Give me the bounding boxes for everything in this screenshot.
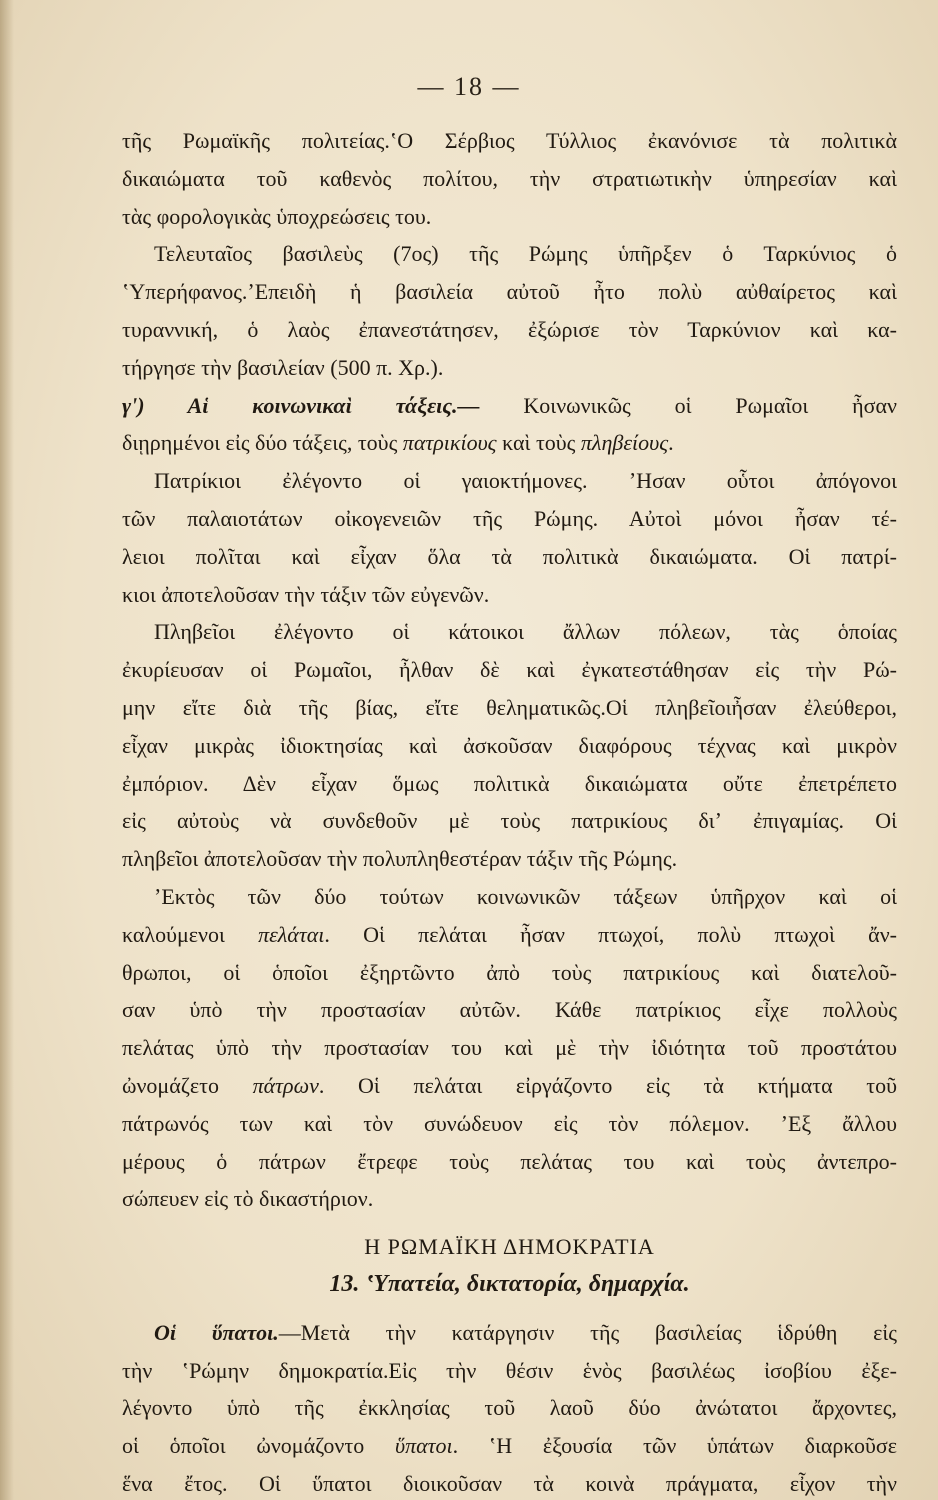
spacer <box>122 1304 897 1314</box>
text-line: Πληβεῖοι ἐλέγοντο οἱ κάτοικοι ἄλλων πόλεων, τὰς ὁποίας <box>154 619 897 645</box>
text-line: τήργησε τὴν βασιλείαν (500 π. Χρ.). <box>122 354 444 380</box>
text-line: σώπευεν εἰς τὸ δικαστήριον. <box>122 1186 374 1212</box>
text-line: ʽΥπερήφανος.ʼΕπειδὴ ἡ βασιλεία αὐτοῦ ἦτο πολὺ αὐθαίρετος καὶ <box>122 279 897 305</box>
text-line: τῆς Ρωμαϊκῆς πολιτείας.ʽΟ Σέρβιος Τύλλιος ἐκανόνισε τὰ πολιτικὰ <box>122 128 897 153</box>
text-line <box>122 1314 897 1352</box>
text-span: . <box>668 430 674 456</box>
text-line: ἐμπόριον. Δὲν εἶχαν ὅμως πολιτικὰ δικαιώματα οὔτε ἐπετρέπετο <box>122 770 897 796</box>
text-line: λειοι πολῖται καὶ εἶχαν ὅλα τὰ πολιτικὰ δικαιώματα. Οἱ πατρί- <box>122 543 897 569</box>
text-line: κιοι ἀποτελοῦσαν τὴν τάξιν τῶν εὐγενῶν. <box>122 581 490 607</box>
page-edge-shadow <box>0 0 14 1500</box>
text-span: διῃρημένοι εἰς δύο τάξεις, τοὺς <box>122 430 403 456</box>
text-line: σαν ὑπὸ τὴν προστασίαν αὐτῶν. Κάθε πατρίκιος εἶχε πολλοὺς <box>122 997 897 1023</box>
text-span: ὠνομάζετο <box>122 1072 253 1098</box>
text-line <box>122 1067 897 1105</box>
emphasis: πάτρων <box>252 1072 319 1098</box>
emphasis: πελάται <box>258 921 325 947</box>
subsection-heading: Οἱ ὕπατοι. <box>154 1319 279 1345</box>
text-line: μέρους ὁ πάτρων ἔτρεφε τοὺς πελάτας του καὶ τοὺς ἀντεπρο- <box>122 1148 897 1174</box>
text-span: οἱ ὁποῖοι ὠνομάζοντο <box>122 1433 395 1459</box>
text-line: πάτρωνός των καὶ τὸν συνώδευον εἰς τὸν πόλεμον. ʼΕξ ἄλλου <box>122 1110 897 1136</box>
text-line: ʼΕκτὸς τῶν δύο τούτων κοινωνικῶν τάξεων ὑπῆρχον καὶ οἱ <box>154 883 897 909</box>
section-subtitle: 13. ʽΥπατεία, δικτατορία, δημαρχία. <box>329 1270 690 1297</box>
text-span: —Μετὰ τὴν κατάργησιν τῆς βασιλείας ἱδρύθη εἰς <box>278 1319 897 1345</box>
text-line: Τελευταῖος βασιλεὺς (7ος) τῆς Ρώμης ὑπῆρξεν ὁ Ταρκύνιος ὁ <box>154 241 897 267</box>
spacer <box>122 1218 897 1228</box>
text-line: τὴν ʽΡώμην δημοκρατία.Εἰς τὴν θέσιν ἑνὸς βασιλέως ἰσοβίου ἐξε- <box>122 1357 897 1383</box>
text-line: τῶν παλαιοτάτων οἰκογενειῶν τῆς Ρώμης. Αὐτοὶ μόνοι ἦσαν τέ- <box>122 505 897 531</box>
text-line: πληβεῖοι ἀποτελοῦσαν τὴν πολυπληθεστέραν τάξιν τῆς Ρώμης. <box>122 846 678 872</box>
text-line <box>122 424 897 462</box>
subsection-heading: γʹ) Αἱ κοινωνικαὶ τάξεις.— <box>122 392 480 418</box>
text-line: ἐκυρίευσαν οἱ Ρωμαῖοι, ἦλθαν δὲ καὶ ἐγκατεστάθησαν εἰς τὴν Ρώ- <box>122 657 897 683</box>
text-line: μην εἴτε διὰ τῆς βίας, εἴτε θεληματικῶς.Οἱ πληβεῖοιἦσαν ἐλεύθεροι, <box>122 694 897 720</box>
text-line: θρωποι, οἱ ὁποῖοι ἐξηρτῶντο ἀπὸ τοὺς πατρικίους καὶ διατελοῦ- <box>122 959 897 985</box>
text-line: πελάτας ὑπὸ τὴν προστασίαν του καὶ μὲ τὴν ἰδιότητα τοῦ προστάτου <box>122 1035 897 1061</box>
text-line <box>122 1427 897 1465</box>
text-line <box>122 387 897 425</box>
section-title: Η ΡΩΜΑΪΚΗ ΔΗΜΟΚΡΑΤΙΑ <box>364 1234 655 1260</box>
text-line: τυραννική, ὁ λαὸς ἐπανεστάτησεν, ἐξώρισε τὸν Ταρκύνιον καὶ κα- <box>122 316 897 342</box>
emphasis: πατρικίους <box>402 430 497 456</box>
text-line: λέγοντο ὑπὸ τῆς ἐκκλησίας τοῦ λαοῦ δύο ἀνώτατοι ἄρχοντες, <box>122 1395 897 1421</box>
text-line <box>122 916 897 954</box>
text-line: τὰς φορολογικὰς ὑποχρεώσεις του. <box>122 203 432 229</box>
emphasis: ὕπατοι <box>394 1433 453 1459</box>
text-span: καλούμενοι <box>122 921 259 947</box>
page-number: — 18 — <box>417 72 521 101</box>
text-line: εἶχαν μικρὰς ἰδιοκτησίας καὶ ἀσκοῦσαν διαφόρους τέχνας καὶ μικρὸν <box>122 732 897 758</box>
emphasis: πληβείους <box>580 430 669 456</box>
text-span: . ʽΗ ἐξουσία τῶν ὑπάτων διαρκοῦσε <box>452 1433 897 1459</box>
text-line: ἕνα ἔτος. Οἱ ὕπατοι διοικοῦσαν τὰ κοινὰ πράγματα, εἶχον τὴν <box>122 1470 897 1496</box>
text-line: εἰς αὐτοὺς νὰ συνδεθοῦν μὲ τοὺς πατρικίους διʼ ἐπιγαμίας. Οἱ <box>122 808 897 834</box>
text-span: καὶ τοὺς <box>496 430 581 456</box>
body-text <box>122 122 897 1500</box>
text-span: . Οἱ πελάται ἦσαν πτωχοί, πολὺ πτωχοὶ ἄν- <box>324 921 897 947</box>
text-line: δικαιώματα τοῦ καθενὸς πολίτου, τὴν στρατιωτικὴν ὑπηρεσίαν καὶ <box>122 165 897 191</box>
text-span: Κοινωνικῶς οἱ Ρωμαῖοι ἦσαν <box>479 392 897 418</box>
text-line: Πατρίκιοι ἐλέγοντο οἱ γαιοκτήμονες. ʼΗσαν οὗτοι ἀπόγονοι <box>154 468 897 494</box>
text-span: . Οἱ πελάται εἰργάζοντο εἰς τὰ κτήματα τοῦ <box>318 1072 898 1098</box>
